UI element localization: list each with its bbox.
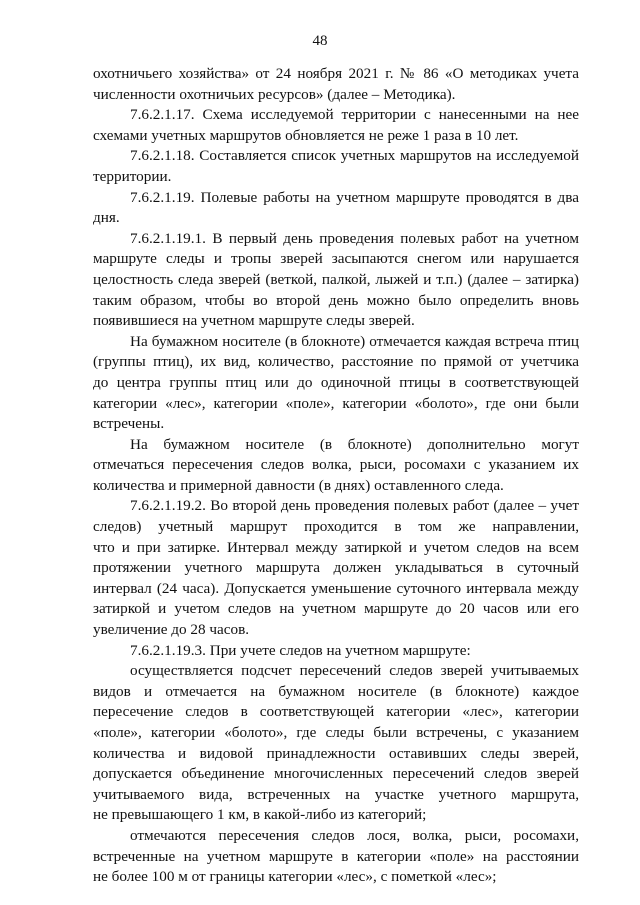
text-line: пересечение следов в соответствующей категории «лес», категории: [93, 703, 579, 721]
text-line: учитываемого вида, встреченных на участке учетного маршрута,: [93, 785, 579, 803]
text-line: протяжении учетного маршрута должен укладываться в суточный: [93, 559, 579, 577]
text-line: 7.6.2.1.19. Полевые работы на учетном маршруте проводятся в два: [130, 188, 579, 206]
text-line: видов и отмечается на бумажном носителе (в блокноте) каждое: [93, 682, 579, 700]
text-line: встреченные на учетном маршруте в категории «поле» на расстоянии: [93, 847, 579, 865]
text-line: 7.6.2.1.19.2. Во второй день проведения полевых работ (далее – учет: [130, 497, 579, 515]
text-line: не превышающего 1 км, в какой-либо из категорий;: [93, 806, 427, 824]
text-line: 7.6.2.1.18. Составляется список учетных маршрутов на исследуемой: [130, 147, 579, 165]
paragraph: [93, 64, 579, 105]
text-line: интервал (24 часа). Допускается уменьшение суточного интервала между: [93, 579, 579, 597]
paragraph: [93, 435, 579, 497]
text-line: количества и видовой принадлежности оставивших следы зверей,: [93, 744, 579, 762]
text-line: 7.6.2.1.19.1. В первый день проведения полевых работ на учетном: [130, 229, 579, 247]
page-number: 48: [312, 33, 328, 49]
text-line: схемами учетных маршрутов обновляется не реже 1 раза в 10 лет.: [93, 126, 519, 144]
text-line: (группы птиц), их вид, количество, расстояние по прямой от учетчика: [93, 353, 579, 371]
text-line: осуществляется подсчет пересечений следов зверей учитываемых: [130, 662, 579, 680]
text-line: территории.: [93, 167, 172, 185]
text-line: охотничьего хозяйства» от 24 ноября 2021 г. № 86 «О методиках учета: [93, 65, 579, 82]
text-line: целостность следа зверей (веткой, палкой, лыжей и т.п.) (далее – затирка): [93, 270, 579, 288]
text-line: отмечаться пересечения следов волка, рыси, росомахи с указанием их: [93, 456, 579, 474]
paragraph: [93, 641, 579, 662]
paragraph: [93, 146, 579, 187]
text-line: увеличение до 28 часов.: [93, 621, 250, 639]
text-line: отмечаются пересечения следов лося, волка, рыси, росомахи,: [130, 826, 579, 844]
paragraph: [93, 332, 579, 435]
paragraph: [93, 826, 579, 888]
text-line: маршруте следы и тропы зверей засыпаются снегом или нарушается: [93, 250, 579, 268]
text-line: 7.6.2.1.19.3. При учете следов на учетном маршруте:: [130, 641, 471, 659]
text-line: допускается объединение многочисленных пересечений следов зверей: [93, 765, 579, 783]
text-line: 7.6.2.1.17. Схема исследуемой территории с нанесенными на нее: [130, 106, 579, 124]
text-line: не более 100 м от границы категории «лес», с пометкой «лес»;: [93, 868, 497, 886]
paragraph: [93, 496, 579, 640]
paragraph: [93, 661, 579, 826]
text-line: что и при затирке. Интервал между затиркой и учетом следов на всем: [93, 538, 579, 556]
paragraph: [93, 105, 579, 146]
text-line: появившиеся на учетном маршруте следы зверей.: [93, 312, 415, 330]
paragraph: [93, 229, 579, 332]
text-line: встречены.: [93, 415, 165, 433]
text-line: На бумажном носителе (в блокноте) дополнительно могут: [130, 435, 579, 453]
text-line: численности охотничьих ресурсов» (далее – Методика).: [93, 85, 456, 103]
text-line: категории «лес», категории «поле», категории «болото», где они были: [93, 394, 579, 412]
text-line: количества и примерной давности (в днях) оставленного следа.: [93, 476, 504, 494]
paragraph: [93, 188, 579, 229]
text-line: следов) учетный маршрут проходится в том же направлении,: [93, 518, 579, 536]
text-line: «поле», категории «болото», где следы были встречены, с указанием: [93, 724, 579, 741]
text-line: дня.: [93, 209, 120, 227]
text-line: На бумажном носителе (в блокноте) отмечается каждая встреча птиц: [130, 332, 579, 350]
document-body: [93, 64, 579, 888]
text-line: таким образом, чтобы во второй день можно было определить вновь: [93, 291, 579, 309]
text-line: затиркой и учетом следов на учетном маршруте до 20 часов или его: [93, 600, 579, 618]
text-line: до центра группы птиц или до одиночной птицы в соответствующей: [93, 373, 579, 391]
